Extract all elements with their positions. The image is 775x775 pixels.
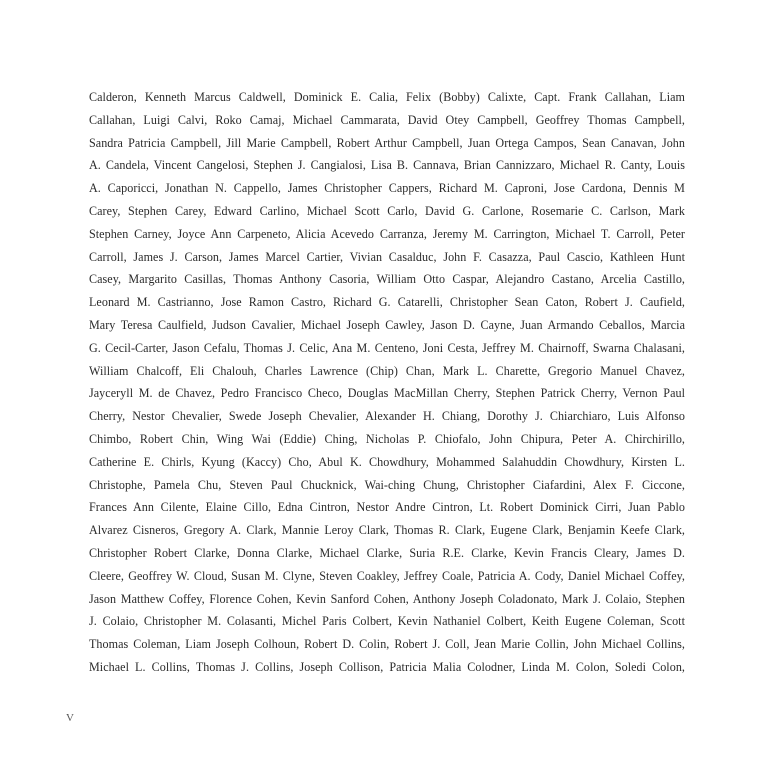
- text-line: Cleere, Geoffrey W. Cloud, Susan M. Clyne, Steven Coakley, Jeffrey Coale, Patricia A. Cody, Daniel Michael Coffey,: [89, 568, 685, 583]
- text-line: Carroll, James J. Carson, James Marcel Cartier, Vivian Casalduc, John F. Casazza, Paul Cascio, Kathleen Hunt: [89, 249, 685, 264]
- text-line: Mary Teresa Caulfield, Judson Cavalier, Michael Joseph Cawley, Jason D. Cayne, Juan Armando Ceballos, Marcia: [89, 317, 685, 332]
- text-line: Cherry, Nestor Chevalier, Swede Joseph Chevalier, Alexander H. Chiang, Dorothy J. Chiarchiaro, Luis Alfonso: [89, 409, 685, 424]
- text-line: Casey, Margarito Casillas, Thomas Anthony Casoria, William Otto Caspar, Alejandro Castano, Arcelia Castillo,: [89, 272, 685, 287]
- text-line: Jason Matthew Coffey, Florence Cohen, Kevin Sanford Cohen, Anthony Joseph Coladonato, Mark J. Colaio, Stephen: [89, 591, 685, 606]
- text-line: Christophe, Pamela Chu, Steven Paul Chucknick, Wai-ching Chung, Christopher Ciafardini, Alex F. Ciccone,: [89, 477, 685, 492]
- text-line: Stephen Carney, Joyce Ann Carpeneto, Alicia Acevedo Carranza, Jeremy M. Carrington, Michael T. Carroll, Peter: [89, 226, 685, 241]
- text-line: Christopher Robert Clarke, Donna Clarke, Michael Clarke, Suria R.E. Clarke, Kevin Francis Cleary, James D.: [89, 545, 685, 560]
- text-line: Chimbo, Robert Chin, Wing Wai (Eddie) Ching, Nicholas P. Chiofalo, John Chipura, Peter A. Chirchirillo,: [89, 431, 685, 446]
- page-number: V: [66, 712, 75, 724]
- text-line: Catherine E. Chirls, Kyung (Kaccy) Cho, Abul K. Chowdhury, Mohammed Salahuddin Chowdhury, Kirsten L.: [89, 454, 685, 469]
- text-line: Callahan, Luigi Calvi, Roko Camaj, Michael Cammarata, David Otey Campbell, Geoffrey Thomas Campbell,: [89, 112, 685, 127]
- text-line: Thomas Coleman, Liam Joseph Colhoun, Robert D. Colin, Robert J. Coll, Jean Marie Collin, John Michael Collins,: [89, 637, 685, 652]
- text-line: Sandra Patricia Campbell, Jill Marie Campbell, Robert Arthur Campbell, Juan Ortega Campos, Sean Canavan, John: [89, 135, 685, 150]
- text-line: Carey, Stephen Carey, Edward Carlino, Michael Scott Carlo, David G. Carlone, Rosemarie C. Carlson, Mark: [89, 203, 685, 218]
- text-line: Michael L. Collins, Thomas J. Collins, Joseph Collison, Patricia Malia Colodner, Linda M. Colon, Soledi Colon,: [89, 659, 685, 674]
- text-line: G. Cecil-Carter, Jason Cefalu, Thomas J. Celic, Ana M. Centeno, Joni Cesta, Jeffrey M. Chairnoff, Swarna Chalasani,: [89, 340, 685, 355]
- text-line: A. Caporicci, Jonathan N. Cappello, James Christopher Cappers, Richard M. Caproni, Jose Cardona, Dennis M: [89, 181, 685, 196]
- text-line: William Chalcoff, Eli Chalouh, Charles Lawrence (Chip) Chan, Mark L. Charette, Gregorio Manuel Chavez,: [89, 363, 685, 378]
- text-line: Jayceryll M. de Chavez, Pedro Francisco Checo, Douglas MacMillan Cherry, Stephen Patrick Cherry, Vernon Paul: [89, 386, 685, 401]
- text-line: A. Candela, Vincent Cangelosi, Stephen J. Cangialosi, Lisa B. Cannava, Brian Cannizzaro, Michael R. Canty, Louis: [89, 158, 685, 173]
- text-line: Alvarez Cisneros, Gregory A. Clark, Mannie Leroy Clark, Thomas R. Clark, Eugene Clark, Benjamin Keefe Clark,: [89, 523, 685, 538]
- text-line: Frances Ann Cilente, Elaine Cillo, Edna Cintron, Nestor Andre Cintron, Lt. Robert Dominick Cirri, Juan Pablo: [89, 500, 685, 515]
- text-line: Calderon, Kenneth Marcus Caldwell, Dominick E. Calia, Felix (Bobby) Calixte, Capt. Frank Callahan, Liam: [89, 90, 685, 104]
- names-text-block: [89, 86, 685, 679]
- text-line: Leonard M. Castrianno, Jose Ramon Castro, Richard G. Catarelli, Christopher Sean Caton, Robert J. Caufield,: [89, 295, 685, 310]
- text-line: J. Colaio, Christopher M. Colasanti, Michel Paris Colbert, Kevin Nathaniel Colbert, Keith Eugene Coleman, Scott: [89, 614, 685, 629]
